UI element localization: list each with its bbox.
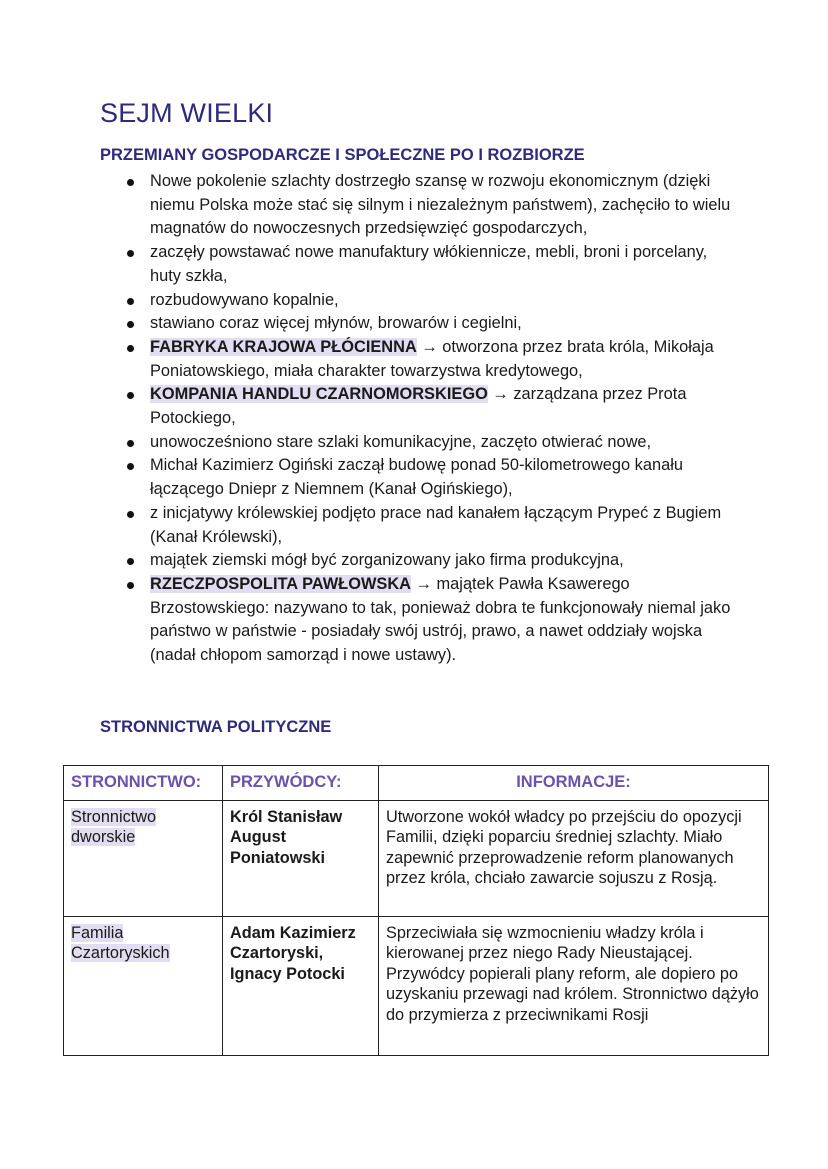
list-item: KOMPANIA HANDLU CZARNOMORSKIEGO → zarządzana przez Prota Potockiego, bbox=[100, 383, 740, 430]
highlighted-term: RZECZPOSPOLITA PAWŁOWSKA bbox=[150, 574, 412, 593]
column-header-party: STRONNICTWO: bbox=[64, 766, 223, 801]
party-leaders-cell: Król Stanisław August Poniatowski bbox=[223, 800, 379, 916]
economy-bullet-list bbox=[100, 170, 740, 668]
column-header-info: INFORMACJE: bbox=[379, 766, 769, 801]
party-info-cell: Sprzeciwiała się wzmocnieniu władzy króla i kierowanej przez niego Rady Nieustającej. Przywódcy popierali plany reform, ale dopiero po uzyskaniu przewagi nad królem. Stronnictwo dążyło do przymierza z przeciwnikami Rosji bbox=[379, 916, 769, 1055]
column-header-leaders: PRZYWÓDCY: bbox=[223, 766, 379, 801]
highlighted-term: FABRYKA KRAJOWA PŁÓCIENNA bbox=[150, 337, 417, 356]
list-item: FABRYKA KRAJOWA PŁÓCIENNA → otworzona przez brata króla, Mikołaja Poniatowskiego, miała charakter towarzystwa kredytowego, bbox=[100, 336, 740, 383]
table-row bbox=[64, 800, 769, 916]
parties-table bbox=[63, 765, 769, 1056]
list-item: stawiano coraz więcej młynów, browarów i cegielni, bbox=[100, 312, 740, 336]
highlighted-term: KOMPANIA HANDLU CZARNOMORSKIEGO bbox=[150, 385, 488, 404]
list-item: rozbudowywano kopalnie, bbox=[100, 289, 740, 313]
party-leaders-cell: Adam Kazimierz Czartoryski, Ignacy Potocki bbox=[223, 916, 379, 1055]
list-item: Michał Kazimierz Ogiński zaczął budowę ponad 50-kilometrowego kanału łączącego Dniepr z Niemnem (Kanał Ogińskiego), bbox=[100, 454, 740, 501]
section-heading-economy: PRZEMIANY GOSPODARCZE I SPOŁECZNE PO I ROZBIORZE bbox=[100, 146, 585, 164]
section-heading-parties: STRONNICTWA POLITYCZNE bbox=[100, 718, 332, 736]
party-name-cell: Stronnictwo dworskie bbox=[64, 800, 223, 916]
list-item: majątek ziemski mógł być zorganizowany jako firma produkcyjna, bbox=[100, 549, 740, 573]
table-row bbox=[64, 916, 769, 1055]
list-item: Nowe pokolenie szlachty dostrzegło szansę w rozwoju ekonomicznym (dzięki niemu Polska może stać się silnym i niezależnym państwem), zachęciło to wielu magnatów do nowoczesnych przedsięwzięć gospodarczych, bbox=[100, 170, 740, 241]
list-item: RZECZPOSPOLITA PAWŁOWSKA → majątek Pawła Ksawerego Brzostowskiego: nazywano to tak, ponieważ dobra te funkcjonowały niemal jako państwo w państwie - posiadały swój ustrój, prawo, a nawet oddziały wojska (nadał chłopom samorząd i nowe ustawy). bbox=[100, 573, 740, 668]
page-title: SEJM WIELKI bbox=[100, 98, 274, 128]
list-item: zaczęły powstawać nowe manufaktury włókiennicze, mebli, broni i porcelany, huty szkła, bbox=[100, 241, 740, 288]
table-header-row bbox=[64, 766, 769, 801]
list-item: z inicjatywy królewskiej podjęto prace nad kanałem łączącym Prypeć z Bugiem (Kanał Królewski), bbox=[100, 502, 740, 549]
party-name-cell: Familia Czartoryskich bbox=[64, 916, 223, 1055]
party-info-cell: Utworzone wokół władcy po przejściu do opozycji Familii, dzięki poparciu średniej szlachty. Miało zapewnić przeprowadzenie reform planowanych przez króla, chciało zawarcie sojuszu z Rosją. bbox=[379, 800, 769, 916]
list-item: unowocześniono stare szlaki komunikacyjne, zaczęto otwierać nowe, bbox=[100, 431, 740, 455]
